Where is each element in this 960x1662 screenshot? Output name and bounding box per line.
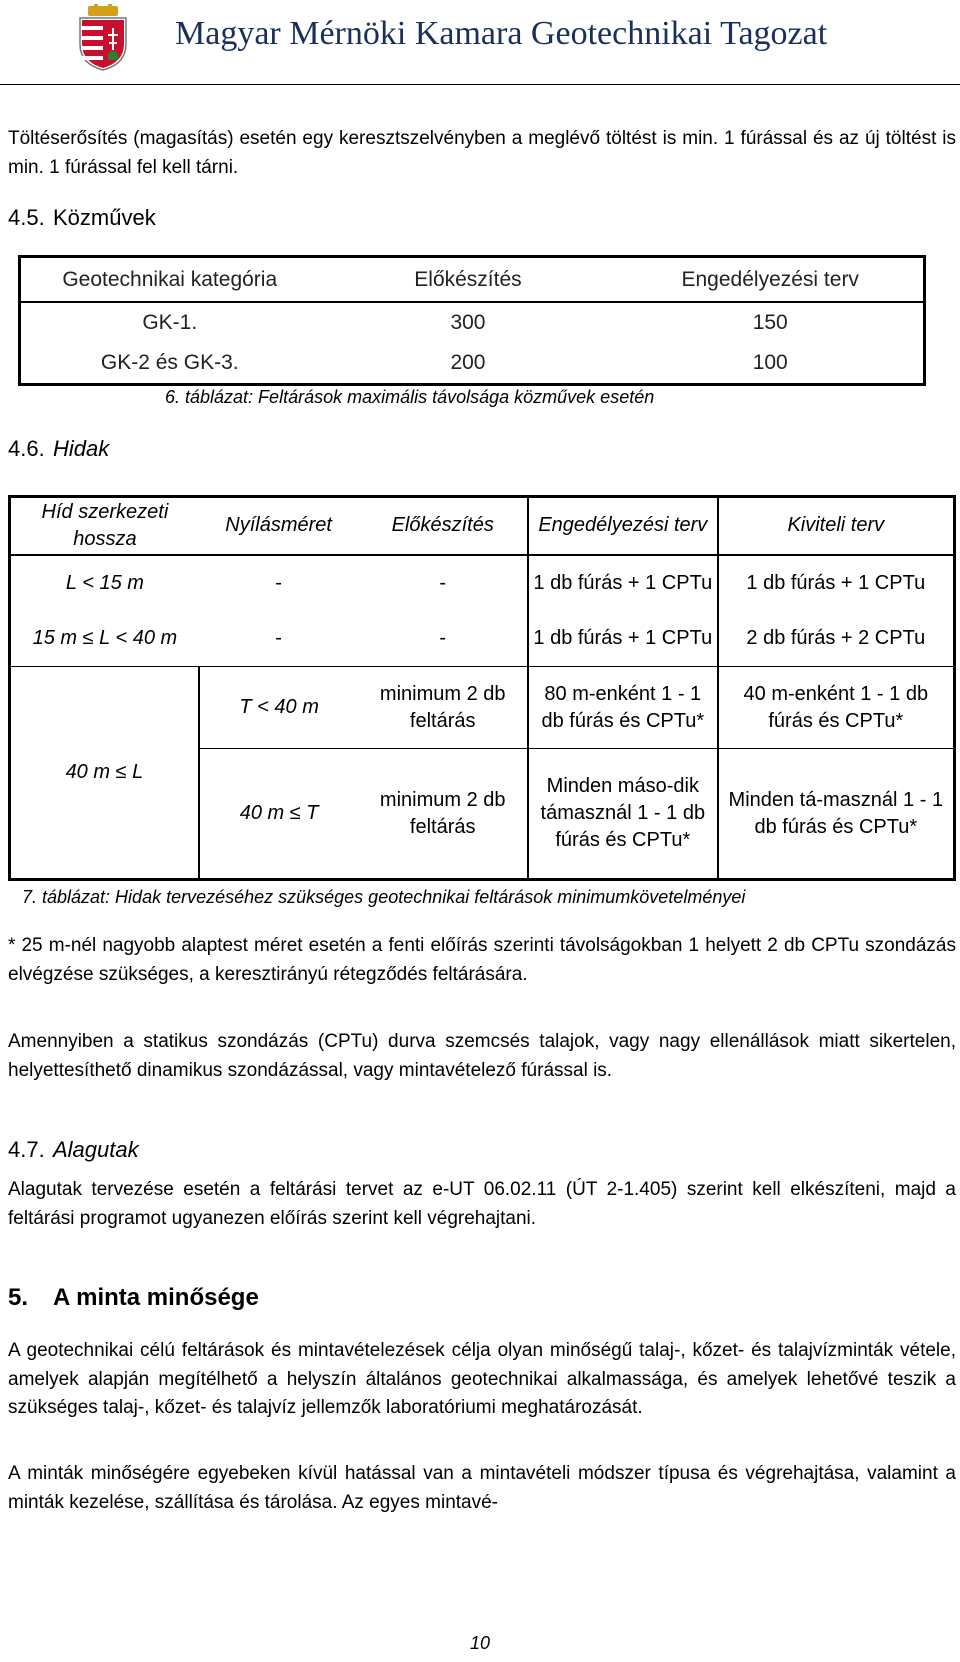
table-utilities <box>18 255 926 386</box>
table-header-cell: Kiviteli terv <box>718 497 955 555</box>
table-header-row <box>20 257 925 303</box>
table-header-row <box>10 497 955 555</box>
page-header <box>0 0 960 85</box>
table-header-cell: Geotechnikai kategória <box>20 257 319 303</box>
page-number: 10 <box>469 1633 491 1653</box>
coat-of-arms-icon <box>72 4 134 72</box>
header-title: Magyar Mérnöki Kamara Geotechnikai Tagozat <box>175 15 828 52</box>
table-header-cell: Híd szerkezeti hossza <box>10 497 199 555</box>
sample-section-2 <box>8 1460 956 1517</box>
table-cell: minimum 2 db feltárás <box>358 667 528 749</box>
table-header-cell: Engedélyezési terv <box>617 257 924 303</box>
table-header-cell: Nyílásméret <box>199 497 359 555</box>
table-cell: Minden máso-dik támasznál 1 - 1 db fúrás és CPTu* <box>528 749 718 880</box>
section-heading-4-6 <box>8 432 956 465</box>
table-cell: 100 <box>752 351 788 375</box>
table-cell: - <box>199 611 359 667</box>
table-cell: - <box>275 571 282 594</box>
table-cell: GK-2 és GK-3. <box>100 351 239 375</box>
table-cell: 150 <box>752 311 788 335</box>
table-cell: 40 m-enként 1 - 1 db fúrás és CPTu* <box>718 667 955 749</box>
tunnel-paragraph: Alagutak tervezése esetén a feltárási tervet az e-UT 06.02.11 (ÚT 2-1.405) szerint kell elkészíteni, majd a feltárási programot ugyanezen előírás szerint kell végrehajtani. <box>8 1179 956 1229</box>
table-row <box>10 611 955 667</box>
table-cell: - <box>358 611 528 667</box>
table-cell: 80 m-enként 1 - 1 db fúrás és CPTu* <box>528 667 718 749</box>
table-cell: Minden tá-masznál 1 - 1 db fúrás és CPTu* <box>728 788 944 838</box>
table-cell: 40 m ≤ T <box>239 802 319 824</box>
table-row <box>10 667 955 749</box>
section-heading-4-7 <box>8 1133 956 1166</box>
cptu-section <box>8 1028 956 1085</box>
section-number: 4.5. <box>8 205 45 230</box>
section-number: 5. <box>8 1284 29 1311</box>
table-cell: 200 <box>450 351 486 375</box>
section-number: 4.6. <box>8 436 45 461</box>
tunnel-section <box>8 1176 956 1233</box>
table-cell: 1 db fúrás + 1 CPTu <box>528 555 718 611</box>
table-cell: GK-1. <box>142 311 198 335</box>
note-paragraph: * 25 m-nél nagyobb alaptest méret esetén a fenti előírás szerinti távolságokban 1 helyett 2 db CPTu szondázás elvégzése szükséges, a keresztirányú rétegződés feltárására. <box>8 935 956 985</box>
table-cell: 300 <box>450 311 486 335</box>
table-cell: 15 m ≤ L < 40 m <box>10 611 199 667</box>
table-cell: 40 m ≤ L <box>10 667 199 880</box>
table-row <box>20 302 925 343</box>
table-row <box>10 555 955 611</box>
table-caption: 6. táblázat: Feltárások maximális távolsága közművek esetén <box>165 387 655 407</box>
intro-section <box>8 125 956 182</box>
table-cell: T < 40 m <box>199 667 359 749</box>
table-cell: 1 db fúrás + 1 CPTu <box>746 571 926 594</box>
table-cell: L < 15 m <box>65 571 144 594</box>
section-heading-5 <box>8 1280 956 1316</box>
table-bridges <box>8 495 956 881</box>
table-header-cell: Előkészítés <box>358 497 528 555</box>
section-title: A minta minősége <box>53 1284 259 1311</box>
note-section <box>8 932 956 989</box>
section-heading-4-5 <box>8 201 956 234</box>
cptu-paragraph: Amennyiben a statikus szondázás (CPTu) durva szemcsés talajok, vagy nagy ellenállások miatt sikertelen, helyettesíthető dinamikus szondázással, vagy mintavételező fúrással is. <box>8 1031 956 1081</box>
table-header-cell: Előkészítés <box>319 257 618 303</box>
sample-section-1 <box>8 1337 956 1423</box>
table-caption: 7. táblázat: Hidak tervezéséhez szükséges geotechnikai feltárások minimumkövetelményei <box>22 887 746 907</box>
section-number: 4.7. <box>8 1137 45 1162</box>
intro-paragraph: Töltéserősítés (magasítás) esetén egy keresztszelvényben a meglévő töltést is min. 1 fúrással és az új töltést is min. 1 fúrással fel kell tárni. <box>8 128 956 178</box>
sample-paragraph-2: A minták minőségére egyebeken kívül hatással van a mintavételi módszer típusa és végrehajtása, valamint a minták kezelése, szállítása és tárolása. Az egyes mintavé- <box>8 1463 956 1513</box>
table-header-cell: Engedélyezési terv <box>528 497 718 555</box>
table-cell: - <box>358 555 528 611</box>
table-row <box>20 343 925 385</box>
sample-paragraph-1: A geotechnikai célú feltárások és mintavételezések célja olyan minőségű talaj-, kőzet- és talajvízminták vétele, amelyek alapján megítélhető a helyszín általános geotechnikai alkalmassága, és amelyek lehetővé teszik a szükséges talaj-, kőzet- és talajvíz jellemzők laboratóriumi meghatározását. <box>8 1340 956 1418</box>
section-title: Közművek <box>53 205 156 230</box>
table-cell: 2 db fúrás + 2 CPTu <box>718 611 955 667</box>
section-title: Hidak <box>53 436 110 461</box>
table-cell: minimum 2 db feltárás <box>358 749 528 880</box>
section-title: Alagutak <box>53 1137 139 1162</box>
table-cell: 1 db fúrás + 1 CPTu <box>528 611 718 667</box>
